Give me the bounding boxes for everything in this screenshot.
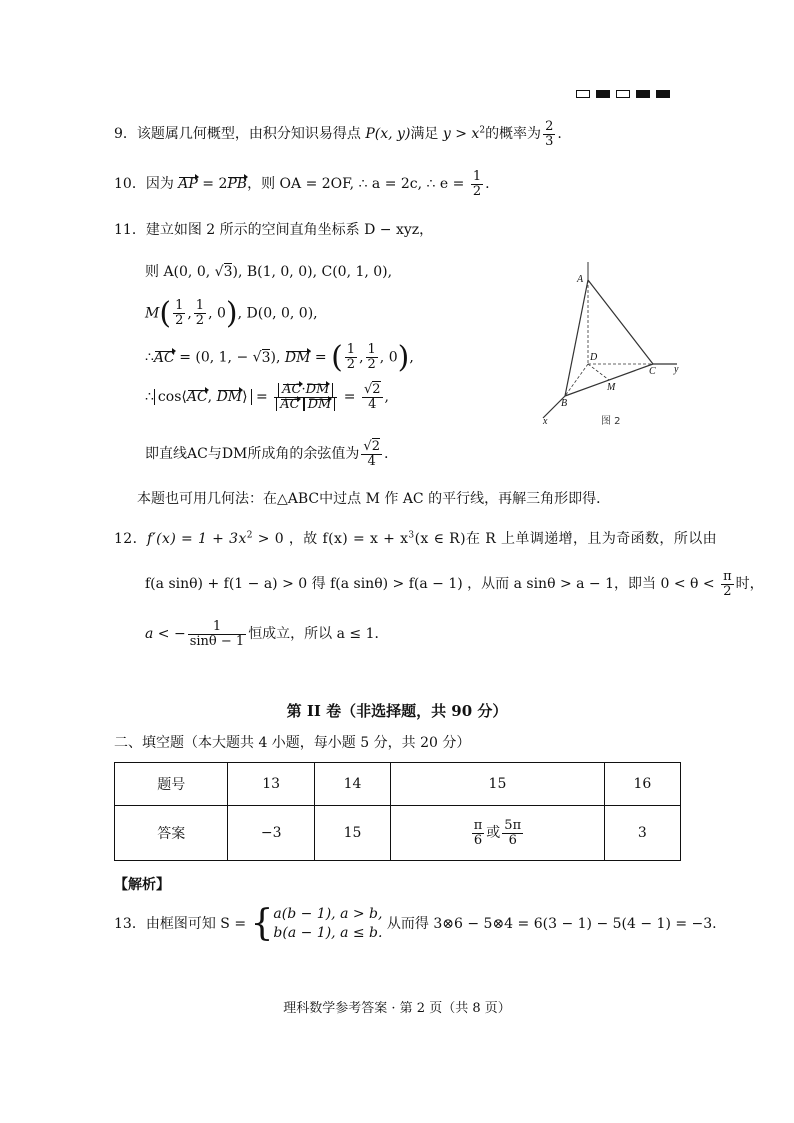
label-C: C xyxy=(649,366,656,377)
q12-line3: a < − $\frac{1}{\sin\theta - 1}$ 恒成立，所以 a ≤ 1． xyxy=(145,619,389,649)
jiexi-heading: 【解析】 xyxy=(114,877,170,893)
table-header-cell: 13 xyxy=(228,763,315,806)
q12-line1: 12．$f'(x) = 1 + 3x^2 > 0$ ，故 $f(x) = x + x^3(x$ ∈ R)在 R 上单调递增，且为奇函数，所以由 xyxy=(114,530,718,547)
q11-line7: 本题也可用几何法：在△ABC中过点 M 作 AC 的平行线，再解三角形即得． xyxy=(137,491,611,507)
label-M: M xyxy=(607,382,616,393)
edge-AC xyxy=(588,280,653,364)
answer-cell: 3 xyxy=(604,806,680,861)
q9-fraction: $\frac{2}{3}$ xyxy=(545,119,554,149)
mark-square-outline xyxy=(576,90,590,98)
answer-cell: −3 xyxy=(228,806,315,861)
table-header-cell: 题号 xyxy=(115,763,228,806)
answer-cell-15: $\frac{\pi}{6}$ 或 $\frac{5\pi}{6}$ xyxy=(391,806,605,861)
table-header-cell: 16 xyxy=(604,763,680,806)
q12-line2: f(a sinθ) + f(1 − a) > 0 得 f(a sinθ) > f(a − 1) ，从而 a sinθ > a − 1，即当 0 < θ < $\frac{\pi}{2}$ 时， xyxy=(145,569,764,599)
table-header-cell: 14 xyxy=(314,763,390,806)
page-footer: 理科数学参考答案 · 第 2 页（共 8 页） xyxy=(283,1001,511,1016)
mark-square-filled xyxy=(596,90,610,98)
edge-DM xyxy=(588,364,609,380)
edge-AB xyxy=(565,280,588,396)
q11-line5: ∴ cos⟨AC, DM⟩ = $\frac{AC\cdot DM}{\text{AC DM}}$ = $\frac{√2}{4}$ , xyxy=(145,382,389,412)
table-header-cell: 15 xyxy=(391,763,605,806)
q13-line: 13．由框图可知 S = { a(b − 1), a > b, b(a − 1), a ≤ b. 从而得 3⊗6 − 5⊗4 = 6(3 − 1) − 5(4 − 1) = −3. xyxy=(114,902,717,944)
q11-line1: 11．建立如图 2 所示的空间直角坐标系 D − xyz， xyxy=(114,222,434,238)
label-B: B xyxy=(561,398,568,409)
section-subtitle: 二、填空题（本大题共 4 小题，每小题 5 分，共 20 分） xyxy=(114,735,471,751)
table-row-label: 答案 xyxy=(115,806,228,861)
q11-line4: ∴AC = (0, 1, − √3), DM = ( $\frac{1}{2}$ , $\frac{1}{2}$ , 0), xyxy=(145,340,414,375)
answer-cell: 15 xyxy=(314,806,390,861)
q11-line2: 则 A(0, 0, √3), B(1, 0, 0), C(0, 1, 0), xyxy=(145,264,393,280)
label-x: x xyxy=(543,416,548,427)
mark-square-filled xyxy=(636,90,650,98)
figure-2-diagram xyxy=(535,248,695,428)
mark-square-outline xyxy=(616,90,630,98)
q11-cos-fraction: $\frac{AC\cdot DM}{\text{AC DM}}$ xyxy=(274,383,337,411)
mark-square-filled xyxy=(656,90,670,98)
table-row xyxy=(115,806,681,861)
q11-line6: 即直线AC与DM所成角的余弦值为 $\frac{√2}{4}$ . xyxy=(145,439,389,469)
answer-table xyxy=(114,762,681,861)
label-D: D xyxy=(590,352,598,363)
figure-caption: 图 2 xyxy=(601,416,621,427)
header-marks xyxy=(570,86,670,102)
piecewise-cases: a(b − 1), a > b, b(a − 1), a ≤ b. xyxy=(273,906,383,941)
label-A: A xyxy=(577,274,584,285)
q11-line3: M( $\frac{1}{2}$ , $\frac{1}{2}$ , 0), D(0, 0, 0), xyxy=(145,296,318,331)
q9-line: 9．该题属几何概型，由积分知识易得点 P(x, y)满足 $y > x^2$的概率为 $\frac{2}{3}$ . xyxy=(114,119,562,149)
q10-fraction: $\frac{1}{2}$ xyxy=(472,169,482,199)
section-title: 第 II 卷（非选择题，共 90 分） xyxy=(286,702,508,720)
table-row xyxy=(115,763,681,806)
q10-line: 10．因为 AP = 2PB，则 OA = 2OF, ∴ a = 2c, ∴ e = $\frac{1}{2}$ . xyxy=(114,169,490,199)
label-y: y xyxy=(674,364,679,375)
